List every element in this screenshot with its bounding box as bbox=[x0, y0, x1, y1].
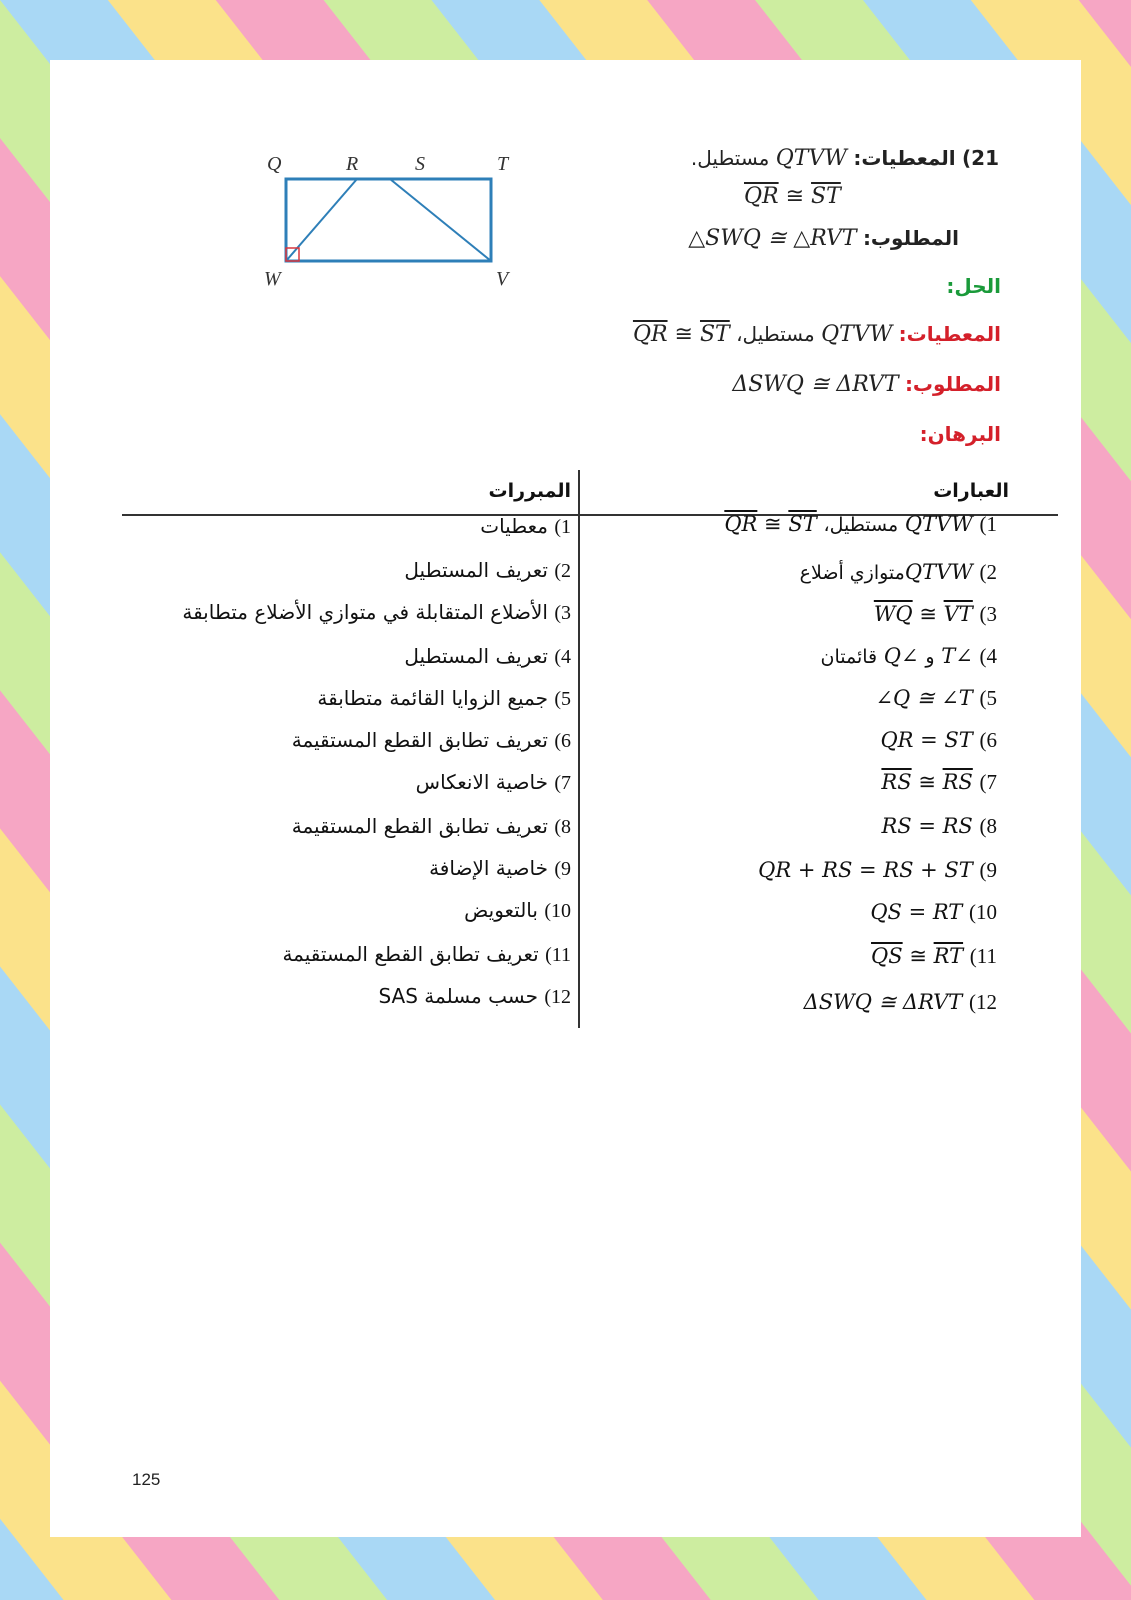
solution-given-rect: QTVW bbox=[821, 322, 893, 347]
statement-row: 12) ΔSWQ ≅ ΔRVT bbox=[803, 990, 997, 1014]
reason-row: 5) جميع الزوايا القائمة متطابقة bbox=[317, 686, 571, 710]
vertex-label-w: W bbox=[264, 268, 281, 290]
solution-given-label: المعطيات: bbox=[898, 322, 1001, 346]
statement-row: 8) RS = RS bbox=[881, 814, 997, 838]
problem-prove-label: المطلوب: bbox=[862, 226, 959, 250]
vertex-label-q: Q bbox=[267, 153, 282, 175]
solution-given-word: مستطيل، bbox=[736, 322, 815, 346]
page-number: 125 bbox=[132, 1470, 161, 1489]
reasons-column bbox=[111, 60, 571, 1060]
segment-st: $\overline{ST}$ bbox=[811, 184, 841, 209]
reason-row: 9) خاصية الإضافة bbox=[429, 856, 571, 880]
solution-heading: الحل: bbox=[946, 274, 1001, 298]
problem-given-word: مستطيل. bbox=[690, 146, 770, 170]
statement-row: 7) $\overline{RS}$ ≅ $\overline{RS}$ bbox=[881, 770, 997, 794]
problem-prove-math: △SWQ ≅ △RVT bbox=[688, 226, 857, 251]
vertex-label-t: T bbox=[497, 153, 509, 175]
congruent-sign: ≅ bbox=[674, 322, 693, 347]
reason-row: 6) تعريف تطابق القطع المستقيمة bbox=[291, 728, 571, 752]
proof-label: البرهان: bbox=[919, 422, 1001, 446]
reason-row: 12) حسب مسلمة SAS bbox=[378, 984, 571, 1008]
statement-row: 3) $\overline{WQ}$ ≅ $\overline{VT}$ bbox=[873, 602, 997, 626]
statement-row: 9) QR + RS = RS + ST bbox=[758, 858, 997, 882]
solution-prove-math: ΔSWQ ≅ ΔRVT bbox=[732, 372, 899, 397]
statements-header: العبارات bbox=[933, 480, 1009, 502]
problem-given-rect: QTVW bbox=[775, 146, 847, 171]
segment-qr: $\overline{QR}$ bbox=[744, 184, 779, 209]
segment-qr: $\overline{QR}$ bbox=[632, 322, 668, 347]
reasons-header: المبررات bbox=[488, 480, 571, 502]
problem-number: 21) bbox=[962, 146, 999, 170]
reason-row: 7) خاصية الانعكاس bbox=[415, 770, 571, 794]
congruent-sign: ≅ bbox=[785, 184, 805, 209]
vertex-label-r: R bbox=[346, 153, 359, 175]
statement-row: 5) ∠Q ≅ ∠T bbox=[875, 686, 997, 710]
solution-prove-label: المطلوب: bbox=[904, 372, 1001, 396]
statement-row: 10) QS = RT bbox=[870, 900, 997, 924]
problem-given-label: المعطيات: bbox=[853, 146, 956, 170]
reason-row: 4) تعريف المستطيل bbox=[404, 644, 571, 668]
vertex-label-v: V bbox=[496, 268, 509, 290]
statement-row: 2) QTVWمتوازي أضلاع bbox=[799, 560, 997, 584]
reason-row: 3) الأضلاع المتقابلة في متوازي الأضلاع متطابقة bbox=[182, 600, 571, 624]
segment-st: $\overline{ST}$ bbox=[699, 322, 730, 347]
reason-row: 2) تعريف المستطيل bbox=[404, 558, 571, 582]
statement-row: 6) QR = ST bbox=[880, 728, 997, 752]
reason-row: 8) تعريف تطابق القطع المستقيمة bbox=[291, 814, 571, 838]
reason-row: 11) تعريف تطابق القطع المستقيمة bbox=[282, 942, 571, 966]
statement-row: 4) ∠T و ∠Q قائمتان bbox=[820, 644, 997, 668]
statement-row: 1) QTVW مستطيل، $\overline{QR}$ ≅ $\overline{ST}$ bbox=[724, 512, 997, 536]
statement-row: 11) $\overline{QS}$ ≅ $\overline{RT}$ bbox=[871, 944, 997, 968]
reason-row: 10) بالتعويض bbox=[464, 898, 571, 922]
reason-row: 1) معطيات bbox=[480, 514, 571, 538]
vertex-label-s: S bbox=[415, 153, 425, 175]
white-page bbox=[50, 60, 1081, 1537]
statements-column bbox=[577, 60, 997, 1060]
